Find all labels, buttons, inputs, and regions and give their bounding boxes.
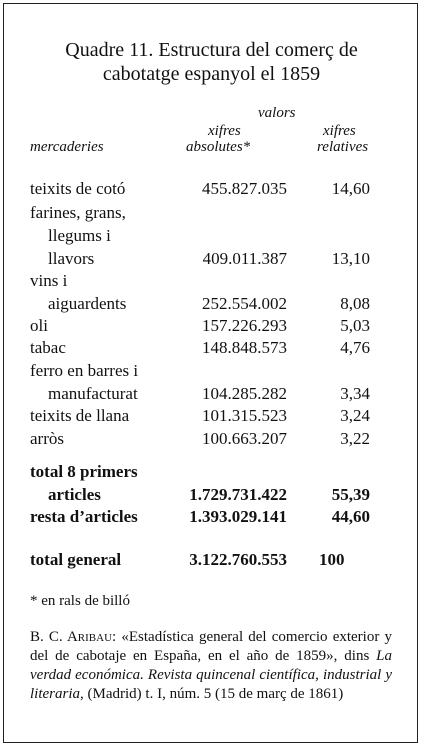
header-xifres-absolutes-1: xifres — [208, 123, 241, 139]
table-title-line-2: cabotatge espanyol el 1859 — [102, 63, 321, 85]
source-title: : «Estadística general del comercio exterior y del de cabotaje en España, en el año de 1859», dins — [30, 629, 392, 664]
row-label: ferro en barres i — [30, 361, 139, 380]
header-xifres-relatives-1: xifres — [323, 123, 356, 139]
row-label: arròs — [30, 429, 64, 448]
row-relative-value: 5,03 — [340, 316, 370, 335]
row-label: tabac — [30, 338, 66, 357]
row-absolute-value: 148.848.573 — [202, 338, 287, 357]
total-relative-value: 55,39 — [331, 485, 370, 504]
row-relative-value: 3,22 — [340, 429, 370, 448]
header-mercaderies: mercaderies — [30, 139, 104, 155]
grand-total-relative-value: 100 — [319, 550, 345, 569]
row-label: llavors — [48, 249, 95, 268]
row-absolute-value: 100.663.207 — [202, 429, 287, 448]
row-relative-value: 4,76 — [340, 338, 370, 357]
total-relative-value: 44,60 — [331, 507, 370, 526]
row-absolute-value: 104.285.282 — [202, 384, 287, 403]
row-relative-value: 14,60 — [331, 179, 370, 198]
row-label: teixits de cotó — [30, 179, 126, 198]
row-relative-value: 8,08 — [340, 294, 370, 313]
row-label: oli — [30, 316, 48, 335]
row-relative-value: 13,10 — [331, 249, 370, 268]
row-relative-value: 3,34 — [340, 384, 370, 403]
header-valors: valors — [258, 105, 296, 121]
total-label: resta d’articles — [30, 507, 138, 526]
source-journal: La verdad económica. Revista quincenal científica, industrial y literaria — [30, 648, 392, 702]
total-label: total 8 primers — [30, 462, 138, 481]
source-author: B. C. Aribau — [30, 629, 113, 645]
header-xifres-relatives-2: relatives — [317, 139, 369, 155]
row-relative-value: 3,24 — [340, 406, 370, 425]
header-xifres-absolutes-2: absolutes* — [186, 139, 251, 155]
row-label: teixits de llana — [30, 406, 130, 425]
source-citation — [30, 628, 392, 704]
footnote: * en rals de billó — [30, 593, 130, 609]
row-label: manufacturat — [48, 384, 138, 403]
grand-total-label: total general — [30, 550, 122, 569]
total-absolute-value: 1.729.731.422 — [189, 485, 287, 504]
row-label: farines, grans, — [30, 203, 126, 222]
row-label: vins i — [30, 271, 68, 290]
grand-total-absolute-value: 3.122.760.553 — [189, 550, 287, 569]
row-absolute-value: 101.315.523 — [202, 406, 287, 425]
total-absolute-value: 1.393.029.141 — [189, 507, 287, 526]
row-label: aiguardents — [48, 294, 127, 313]
row-absolute-value: 409.011.387 — [202, 249, 287, 268]
total-label: articles — [48, 485, 101, 504]
source-details: , (Madrid) t. I, núm. 5 (15 de març de 1861) — [80, 686, 344, 702]
row-absolute-value: 252.554.002 — [202, 294, 287, 313]
table-title-line-1: Quadre 11. Estructura del comerç de — [65, 39, 358, 61]
row-absolute-value: 157.226.293 — [202, 316, 287, 335]
row-absolute-value: 455.827.035 — [202, 179, 287, 198]
row-label: llegums i — [48, 226, 111, 245]
